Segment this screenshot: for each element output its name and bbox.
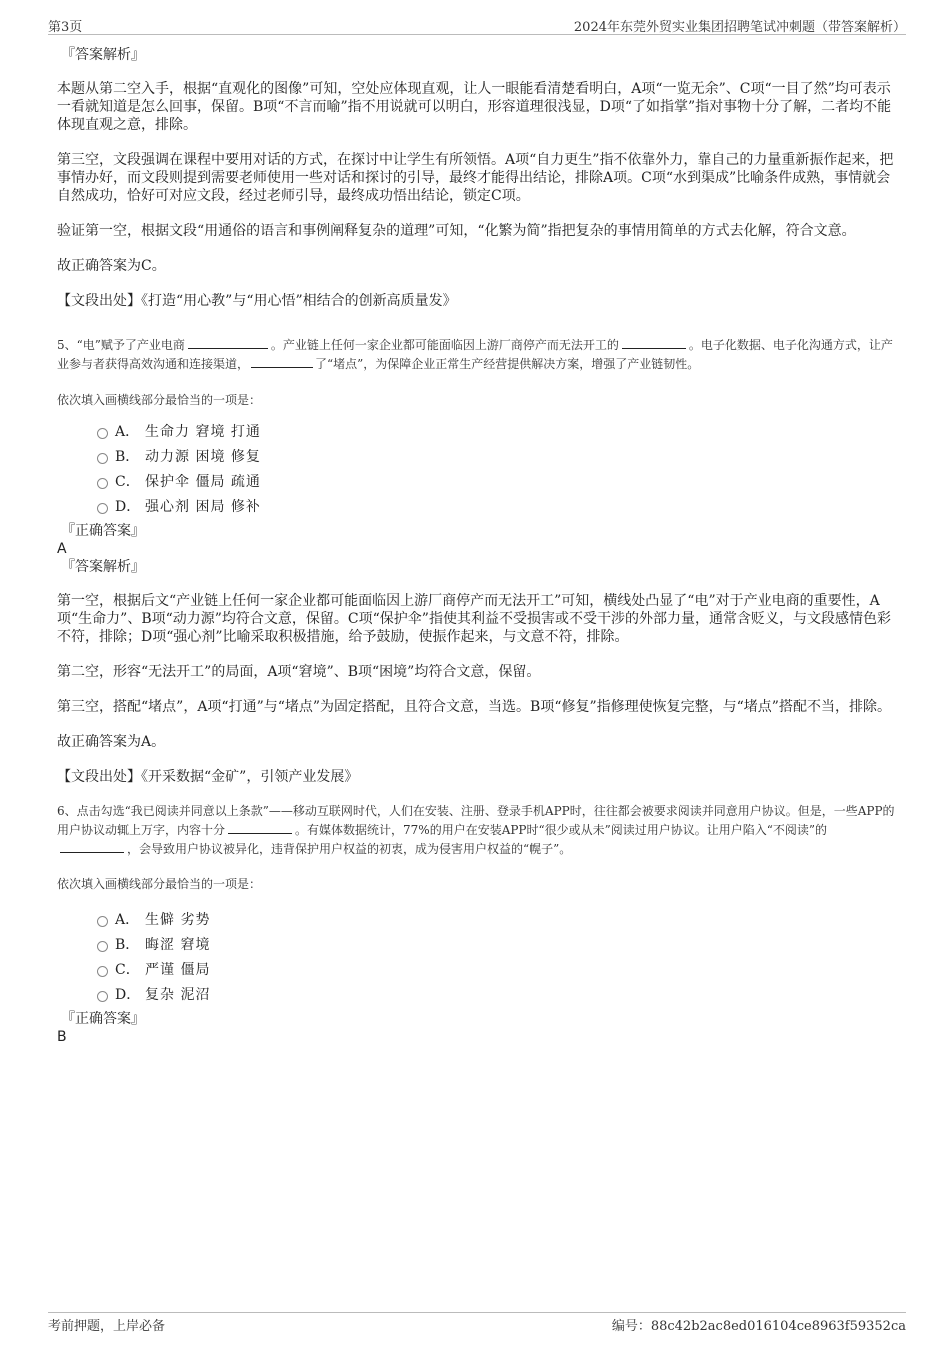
question-prompt: 依次填入画横线部分最恰当的一项是： — [57, 393, 262, 407]
radio-icon[interactable] — [97, 503, 108, 514]
analysis-tag: 『答案解析』 — [61, 47, 145, 63]
correct-answer: B — [57, 1029, 67, 1045]
correct-answer-tag: 『正确答案』 — [61, 523, 145, 539]
source-citation: 【文段出处】《开采数据“金矿”，引领产业发展》 — [57, 769, 359, 785]
option-c[interactable]: C． 严谨 僵局 — [97, 960, 897, 985]
option-d[interactable]: D． 复杂 泥沼 — [97, 985, 897, 1010]
analysis-paragraph: 第三空，文段强调在课程中要用对话的方式，在探讨中让学生有所领悟。A项“自力更生”指不依靠外力，靠自己的力量重新振作起来，把事情办好，而文段则提到需要老师使用一些对话和探讨的引导，最终才能得出结论，排除A项。C项“水到渠成”比喻条件成熟，事情就会自然成功，恰好可对应文段，经过老师引导，最终成功悟出结论，锁定C项。 — [57, 152, 894, 204]
radio-icon[interactable] — [97, 941, 108, 952]
option-list — [57, 422, 897, 522]
option-a[interactable]: A． 生命力 窘境 打通 — [97, 422, 897, 447]
radio-icon[interactable] — [97, 428, 108, 439]
radio-icon[interactable] — [97, 966, 108, 977]
radio-icon[interactable] — [97, 478, 108, 489]
analysis-paragraph: 第一空，根据后文“产业链上任何一家企业都可能面临因上游厂商停产而无法开工”可知，横线处凸显了“电”对于产业电商的重要性，A项“生命力”、B项“动力源”均符合文意，保留。C项“保护伞”指使其利益不受损害或不受干涉的外部力量，通常含贬义，与文段感情色彩不符，排除；D项“强心剂”比喻采取积极措施，给予鼓励，使振作起来，与文意不符，排除。 — [57, 593, 891, 645]
radio-icon[interactable] — [97, 991, 108, 1002]
option-d[interactable]: D． 强心剂 困局 修补 — [97, 497, 897, 522]
correct-answer-tag: 『正确答案』 — [61, 1011, 145, 1027]
fill-blank — [188, 336, 268, 349]
option-list — [57, 910, 897, 1010]
answer-conclusion: 故正确答案为C。 — [57, 258, 166, 274]
question-stem: 6、点击勾选“我已阅读并同意以上条款”——移动互联网时代，人们在安装、注册、登录手机APP时，往往都会被要求阅读并同意用户协议。但是，一些APP的用户协议动辄上万字，内容十分 。有媒体数据统计，77%的用户在安装APP时“很少或从未”阅读过用户协议。让用户陷入“不阅读”的，会导致用户协议被异化，违背保护用户权益的初衷，成为侵害用户权益的“幌子”。 — [57, 804, 895, 856]
analysis-paragraph: 验证第一空，根据文段“用通俗的语言和事例阐释复杂的道理”可知，“化繁为简”指把复杂的事情用简单的方式去化解，符合文意。 — [57, 223, 856, 239]
correct-answer: A — [57, 541, 67, 557]
option-b[interactable]: B． 动力源 困境 修复 — [97, 447, 897, 472]
document-id: 编号：88c42b2ac8ed016104ce8963f59352ca — [611, 1319, 906, 1334]
answer-conclusion: 故正确答案为A。 — [57, 734, 166, 750]
option-b[interactable]: B． 晦涩 窘境 — [97, 935, 897, 960]
question-stem: 5、“电”赋予了产业电商 。产业链上任何一家企业都可能面临因上游厂商停产而无法开工的 。电子化数据、电子化沟通方式，让产业参与者获得高效沟通和连接渠道， 了“堵点”，为保障企业正常生产经营提供解决方案，增强了产业链韧性。 — [57, 338, 893, 371]
page-content — [57, 46, 897, 1046]
radio-icon[interactable] — [97, 916, 108, 927]
fill-blank — [228, 821, 292, 834]
footer-slogan: 考前押题，上岸必备 — [48, 1319, 166, 1334]
analysis-paragraph: 本题从第二空入手，根据“直观化的图像”可知，空处应体现直观，让人一眼能看清楚看明白，A项“一览无余”、C项“一目了然”均可表示一看就知道是怎么回事，保留。B项“不言而喻”指不用说就可以明白，形容道理很浅显，D项“了如指掌”指对事物十分了解，二者均不能体现直观之意，排除。 — [57, 81, 892, 133]
question-prompt: 依次填入画横线部分最恰当的一项是： — [57, 877, 262, 891]
analysis-paragraph: 第二空，形容“无法开工”的局面，A项“窘境”、B项“困境”均符合文意，保留。 — [57, 664, 541, 680]
source-citation: 【文段出处】《打造“用心教”与“用心悟”相结合的创新高质量发》 — [57, 293, 457, 309]
analysis-tag: 『答案解析』 — [61, 559, 145, 575]
analysis-paragraph: 第三空，搭配“堵点”，A项“打通”与“堵点”为固定搭配，且符合文意，当选。B项“修复”指修理使恢复完整，与“堵点”搭配不当，排除。 — [57, 699, 891, 715]
option-a[interactable]: A． 生僻 劣势 — [97, 910, 897, 935]
fill-blank — [251, 355, 313, 368]
fill-blank — [622, 336, 686, 349]
page-number: 第3页 — [48, 20, 83, 35]
page-header — [48, 14, 906, 35]
option-c[interactable]: C． 保护伞 僵局 疏通 — [97, 472, 897, 497]
radio-icon[interactable] — [97, 453, 108, 464]
document-title: 2024年东莞外贸实业集团招聘笔试冲刺题（带答案解析） — [573, 20, 906, 35]
page-footer — [48, 1312, 906, 1337]
fill-blank — [60, 840, 124, 853]
